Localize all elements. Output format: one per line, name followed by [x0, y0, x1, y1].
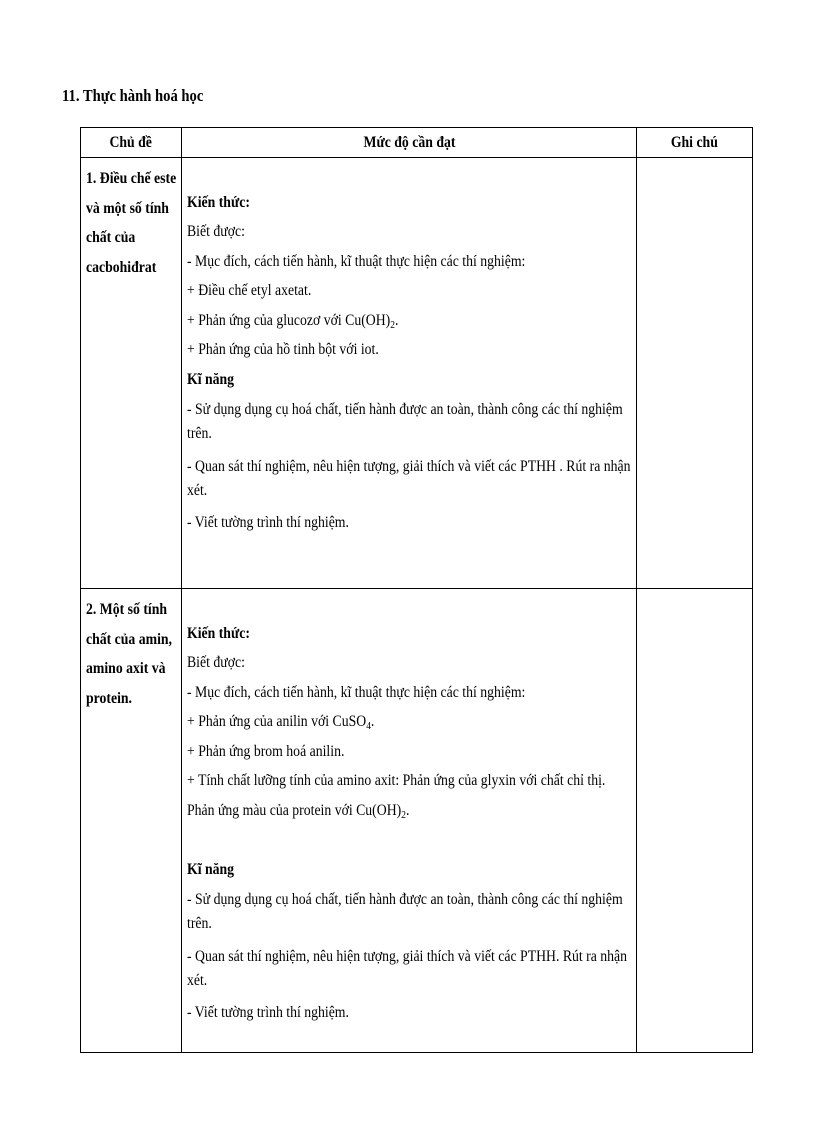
note-cell [637, 589, 753, 1053]
topic-cell: 2. Một số tính chất của amin, amino axit và protein. [81, 589, 182, 1053]
note-cell [637, 158, 753, 589]
knowledge-heading: Kiến thức: [187, 624, 250, 642]
knowledge-heading: Kiến thức: [187, 193, 250, 211]
skills-heading: Kĩ năng [187, 860, 235, 878]
table-row [81, 158, 753, 589]
topic-cell: 1. Điều chế este và một số tính chất của cacbohiđrat [81, 158, 182, 589]
table-row [81, 589, 753, 1053]
level-cell: Kiến thức: Biết được: - Mục đích, cách tiến hành, kĩ thuật thực hiện các thí nghiệm: + Phản ứng của anilin với CuSO$_4$. + Phản ứng brom hoá anilin. + Tính chất lưỡng tính của amino axit: Phản ứng của glyxin với chất chỉ thị. Phản ứng màu của protein với $Cu(OH)_2$. Kĩ năng - Sử dụng dụng cụ hoá chất, tiến hành được an toàn, thành công các thí nghiệm trên. - Quan sát thí nghiệm, nêu hiện tượng, giải thích và viết các PTHH. Rút ra nhận xét. - Viết tường trình thí nghiệm. [182, 589, 637, 1053]
header-note: Ghi chú [637, 128, 753, 158]
header-topic: Chủ đề [81, 128, 182, 158]
header-level: Mức độ cần đạt [182, 128, 637, 158]
level-cell: Kiến thức: Biết được: - Mục đích, cách tiến hành, kĩ thuật thực hiện các thí nghiệm: + Điều chế etyl axetat. + Phản ứng của glucozơ với $Cu(OH)_2$. + Phản ứng của hồ tinh bột với iot. Kĩ năng - Sử dụng dụng cụ hoá chất, tiến hành được an toàn, thành công các thí nghiệm trên. - Quan sát thí nghiệm, nêu hiện tượng, giải thích và viết các PTHH . Rút ra nhận xét. - Viết tường trình thí nghiệm. [182, 158, 637, 589]
section-title: 11. Thực hành hoá học [62, 86, 204, 105]
skills-heading: Kĩ năng [187, 370, 235, 388]
table-header-row [81, 128, 753, 158]
curriculum-table [80, 127, 753, 1053]
